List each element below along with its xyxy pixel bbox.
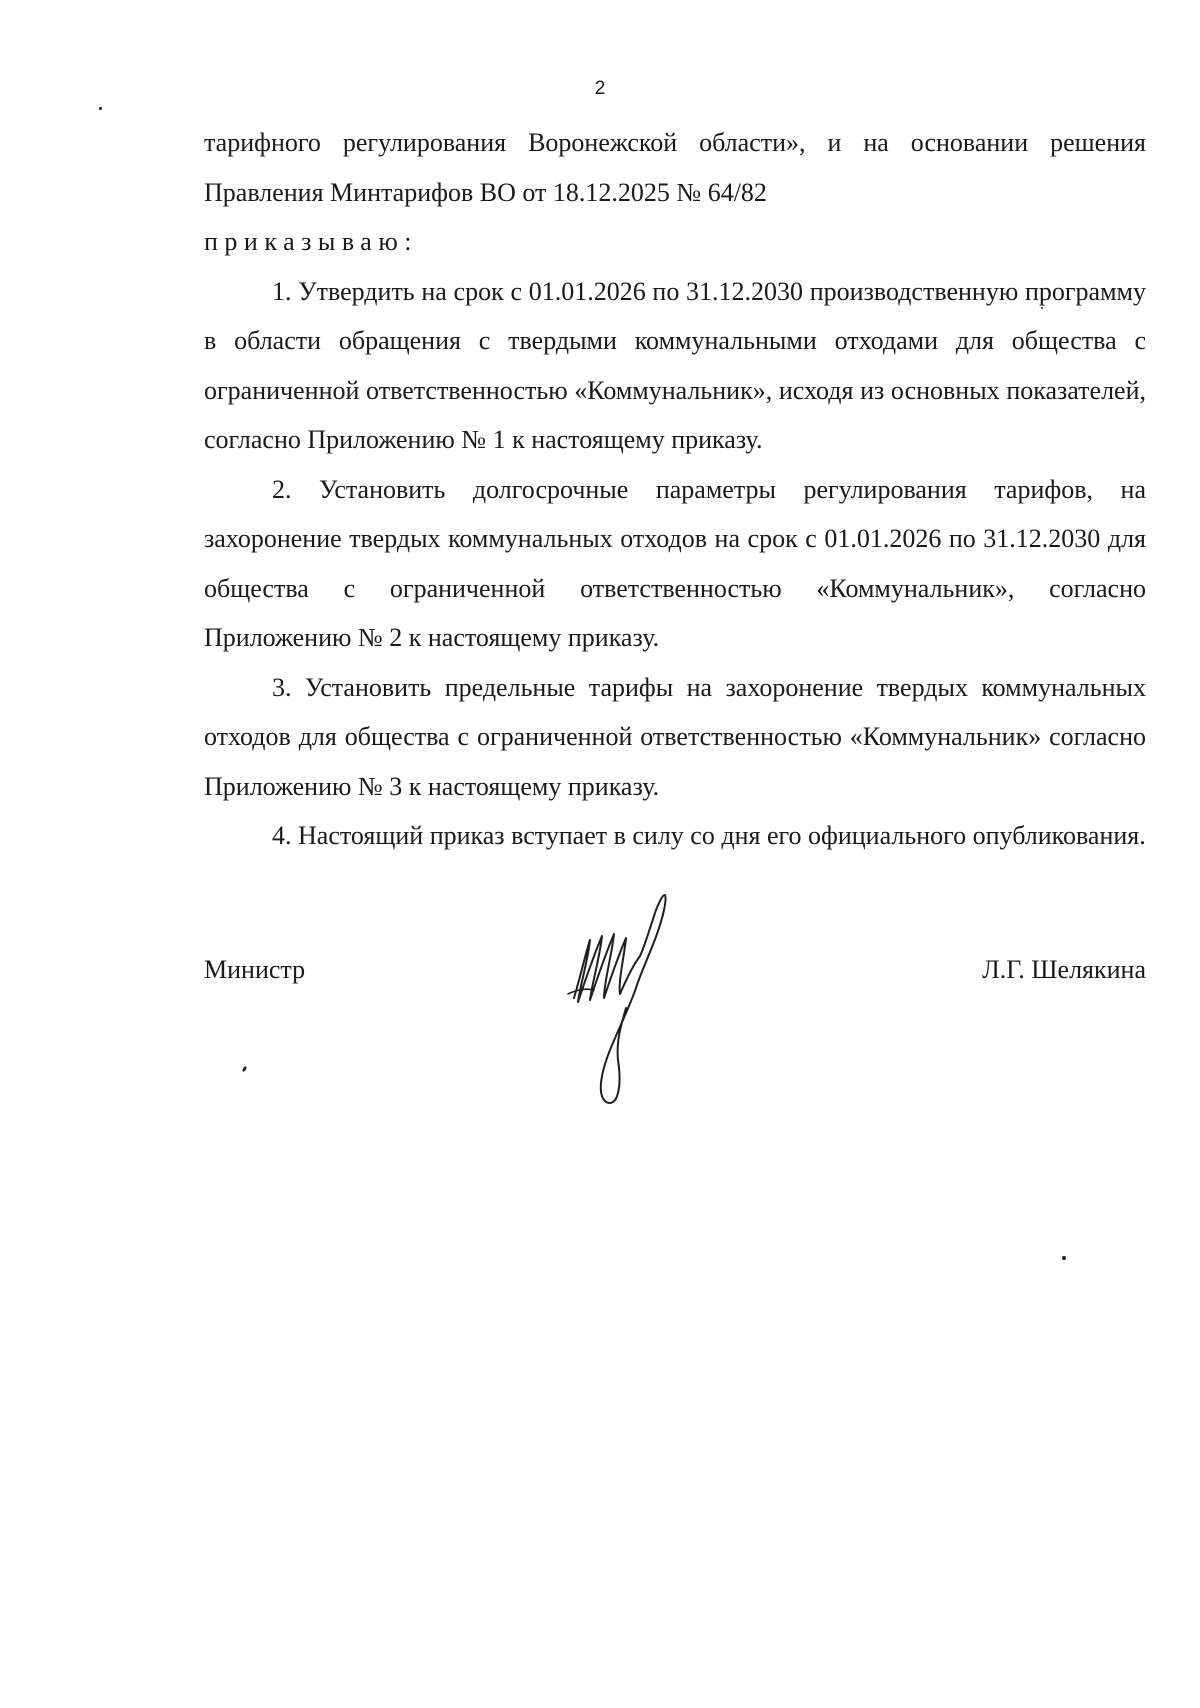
- scan-speck: [242, 1066, 248, 1073]
- order-word: приказываю:: [204, 227, 418, 256]
- intro-line-1: тарифного регулирования Воронежской области», и на основании решения: [204, 128, 1146, 157]
- clause-4: 4. Настоящий приказ вступает в силу со дня его официального опубликования.: [272, 821, 1146, 850]
- intro-line-2: Правления Минтарифов ВО от 18.12.2025 № 64/82: [204, 177, 767, 207]
- handwritten-signature: [560, 890, 700, 1110]
- clause-3: 3. Установить предельные тарифы на захоронение твердых коммунальных отходов для общества с ограниченной ответственностью «Коммунальник» согласно Приложению № 3 к настоящему приказу.: [204, 672, 1146, 801]
- signatory-position: Министр: [204, 955, 306, 984]
- clause-1: 1. Утвердить на срок с 01.01.2026 по 31.12.2030 производственную программу в области обращения с твердыми коммунальными отходами для общества с ограниченной ответственностью «Коммунальник», исходя из основных показателей, согласно Приложению № 1 к настоящему приказу.: [204, 276, 1146, 454]
- scan-speck: [1041, 307, 1043, 309]
- signatory-name: Л.Г. Шелякина: [982, 955, 1146, 984]
- scan-speck: [1062, 1256, 1066, 1260]
- clause-2: 2. Установить долгосрочные параметры регулирования тарифов, на захоронение твердых коммунальных отходов на срок с 01.01.2026 по 31.12.2030 для общества с ограниченной ответственностью «Коммунальник», согласно Приложению № 2 к настоящему приказу.: [204, 474, 1146, 652]
- document-body: [204, 118, 1146, 861]
- scan-speck: [99, 107, 102, 110]
- page-number: 2: [594, 78, 606, 99]
